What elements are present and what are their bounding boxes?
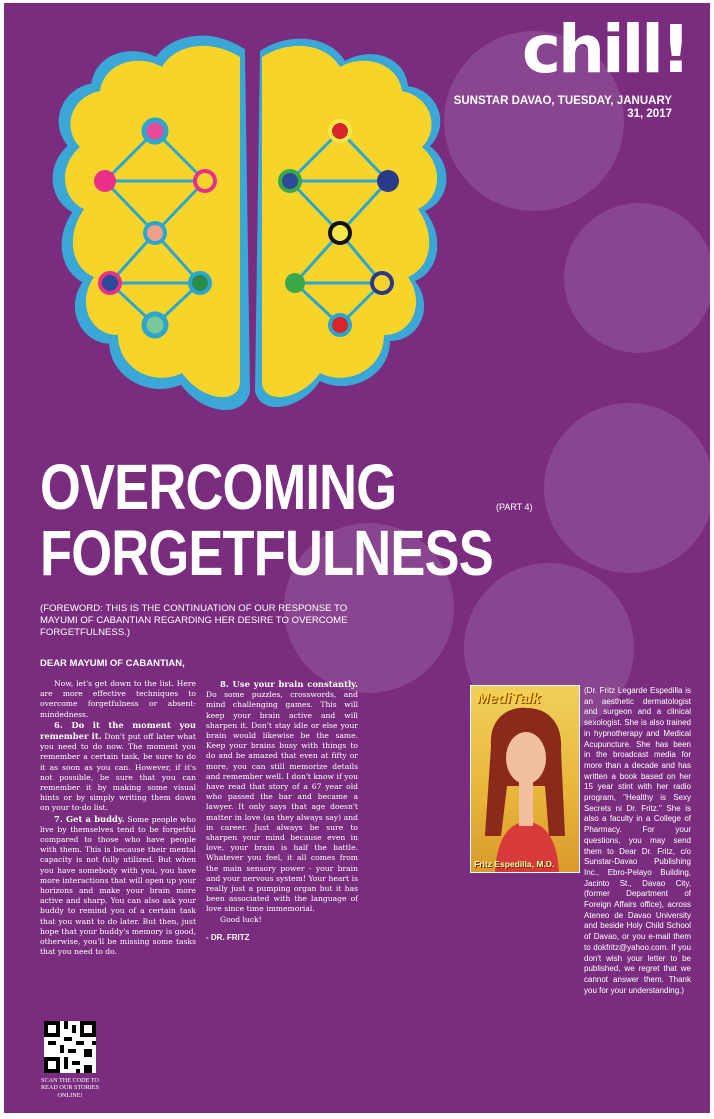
dateline: SUNSTAR DAVAO, TUESDAY, JANUARY 31, 2017 — [453, 95, 672, 120]
paragraph: Good luck! — [220, 914, 262, 924]
salutation: DEAR MAYUMI OF CABANTIAN, — [40, 658, 185, 669]
portrait-illustration — [471, 686, 579, 872]
author-bio: (Dr. Fritz Legarde Espedilla is an aesthetic dermatologist and surgeon and a clinical sexologist. She is also trained in hypnotherapy and Medical Acupuncture. She has been in the broadcast media for more than a decade and has written a book based on her 15 year stint with her radio program, "Healthy is Sexy Secrets ni Dr. Fritz." She is also a faculty in a College of Pharmacy. For your questions, you may send them to Dear Dr. Fritz, c/o Sunstar-Davao Publishing Inc., Ebro-Pelayo Building, Jacinto St., Davao City, (former Department of Foreign Affairs office), across Ateneo de Davao University and beside Holy Child School of Davao, or you e-mail them to dokfritz@yahoo.com. If you don't wish your letter to be published, we regret that we cannot answer them. Thank you for your understanding.) — [584, 686, 691, 995]
tip-heading: 6. Do it the moment you remember it. — [40, 719, 196, 742]
meditalk-title: MediTalk — [477, 690, 541, 707]
author-photo — [470, 685, 580, 873]
signature: - DR. FRITZ — [206, 932, 250, 942]
newspaper-page — [4, 3, 710, 1113]
brain-network-illustration — [42, 31, 462, 431]
paragraph: Now, let's get down to the list. Here are more effective techniques to overcome forgetfulness or absent-mindedness. — [40, 679, 196, 719]
qr-pattern — [44, 1021, 96, 1073]
headline-line-2: FORGETFULNESS — [40, 517, 493, 589]
tip-heading: 7. Get a buddy. — [54, 813, 125, 824]
author-name: Fritz Espedilla, M.D. — [474, 859, 555, 869]
headline-line-1: OVERCOMING — [40, 451, 397, 523]
chill-logo: chill! — [521, 11, 688, 88]
decorative-circle — [564, 203, 710, 353]
foreword: (FOREWORD: THIS IS THE CONTINUATION OF OUR RESPONSE TO MAYUMI OF CABANTIAN REGARDING HER DESIRE TO OVERCOME FORGETFULNESS.) — [40, 603, 348, 638]
article-column-1 — [40, 679, 196, 957]
article-column-2 — [206, 679, 358, 943]
qr-caption: SCAN THE CODE TO READ OUR STORIES ONLINE! — [41, 1077, 99, 1099]
paragraph: 6. Do it the moment you remember it. Don't put off later what you need to do now. The moment you remember a certain task, be sure to do it as soon as you can. However, if it's not possible, be sure that you can remember it by making some visual hints or by simply writing them down on your to-do list. — [40, 719, 196, 813]
tip-heading: 8. Use your brain constantly. — [220, 679, 358, 689]
part-label: (PART 4) — [496, 502, 533, 512]
paragraph: 7. Get a buddy. Some people who live by themselves tend to be forgetful compared to those who have people with them. This is because their mental capacity is not fully utilized. But when you have somebody with you, you have more interactions that will open up your horizons and make your brain more active and sharp. You can also ask your buddy to remind you of a certain task that you want to do later. But then, just hope that your buddy's memory is good, otherwise, you'll be missing some tasks that you need to do. — [40, 813, 197, 957]
qr-code — [44, 1021, 96, 1073]
decorative-circle — [544, 403, 710, 573]
paragraph: 8. Use your brain constantly. Do some puzzles, crosswords, and mind challenging games. This will keep your brain active and will sharpen it. Don't stay idle or else your brain would likewise be the same. Keep your brains busy with things to do and be amazed that even at fifty or more, you can still memorize details and remember well. I don't know if you have read that story of a 67 year old who passed the bar and became a lawyer. It only says that age doesn't matter in love (as they always say) and in career. Just always be sure to sharpen your mind because even in love, your brain is half the battle. Whatever you feel, it all comes from the main sensory power - your brain and your nervous system! Your heart is really just a pumping organ but it has been associated with the language of love since time immemorial. — [206, 679, 358, 914]
